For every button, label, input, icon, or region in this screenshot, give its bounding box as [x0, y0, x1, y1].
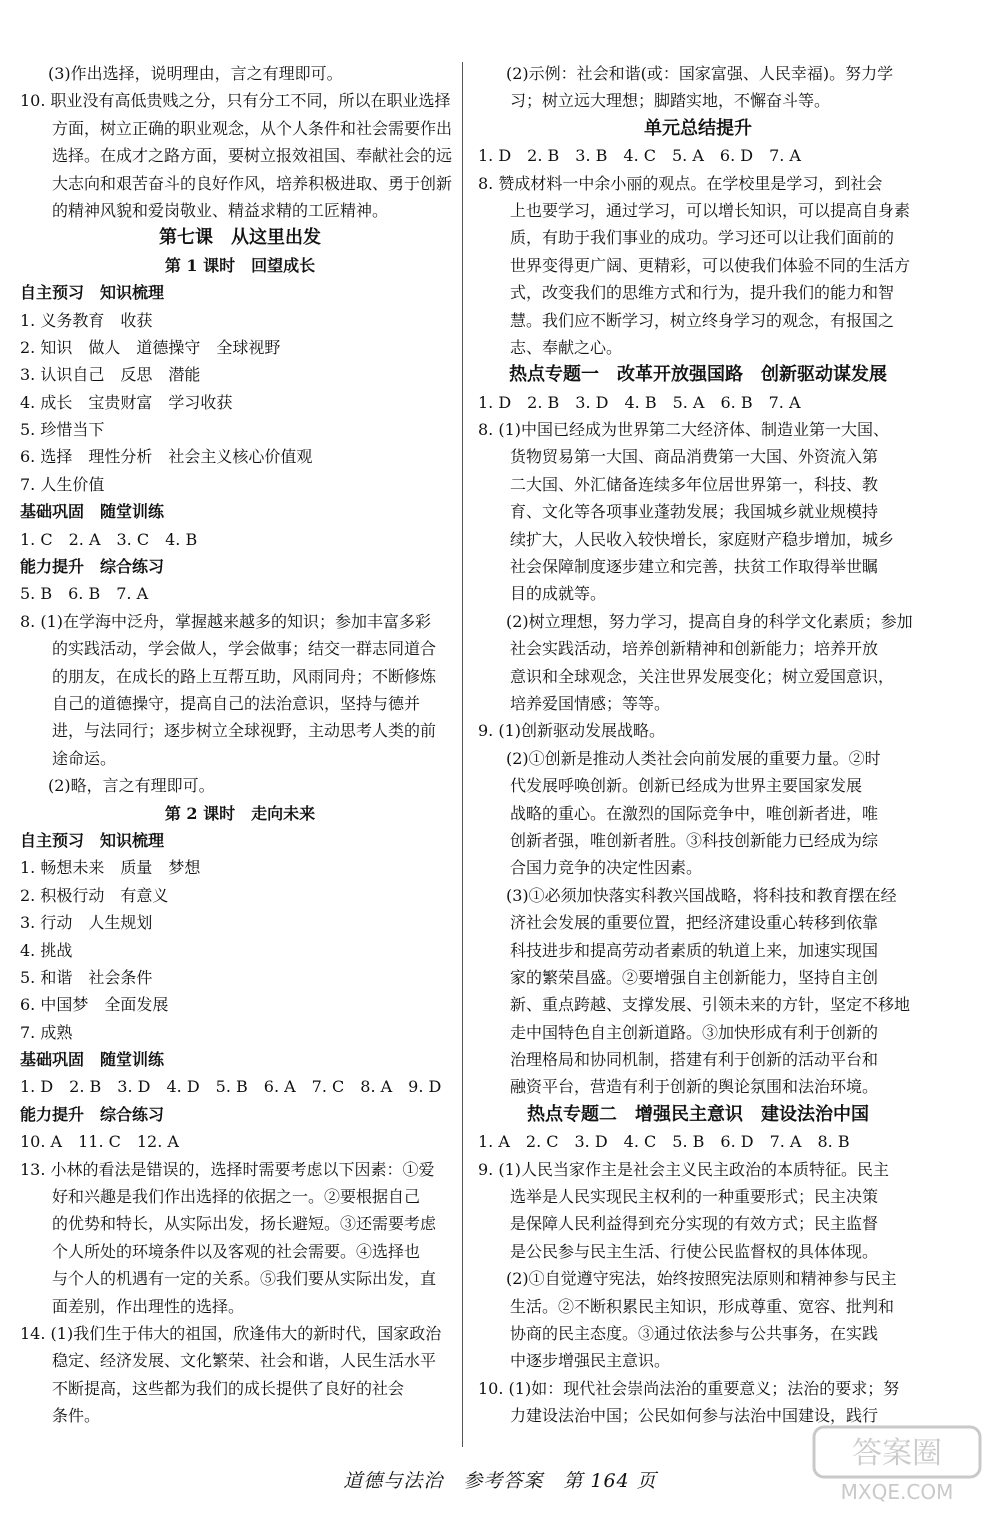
text-line: 1. 义务教育 收获: [20, 310, 153, 330]
text-line: 1. C 2. A 3. C 4. B: [20, 529, 198, 549]
text-line: 个人所处的环境条件以及客观的社会需要。④选择也: [52, 1241, 421, 1261]
text-line: 能力提升 综合练习: [20, 557, 165, 577]
text-line: 2. 积极行动 有意义: [20, 885, 169, 905]
text-line: 8. (1)在学海中泛舟，掌握越来越多的知识；参加丰富多彩: [20, 611, 432, 631]
text-line: 基础巩固 随堂训练: [20, 1050, 165, 1070]
text-line: 好和兴趣是我们作出选择的依据之一。②要根据自己: [52, 1187, 421, 1207]
text-line: 创新者强，唯创新者胜。③科技创新能力已经成为综: [510, 830, 879, 850]
text-line: 自主预习 知识梳理: [20, 283, 165, 303]
text-line: 上也要学习，通过学习，可以增长知识，可以提高自身素: [510, 200, 911, 220]
text-line: (2)树立理想，努力学习，提高自身的科学文化素质；参加: [506, 611, 913, 631]
text-line: 基础巩固 随堂训练: [20, 502, 165, 522]
text-line: 战略的重心。在激烈的国际竞争中，唯创新者进，唯: [510, 803, 879, 823]
text-line: 5. 和谐 社会条件: [20, 967, 153, 987]
text-line: 8. (1)中国已经成为世界第二大经济体、制造业第一大国、: [478, 420, 890, 440]
left-column: [20, 60, 460, 1430]
text-line: 10. (1)如：现代社会崇尚法治的重要意义；法治的要求；努: [478, 1378, 900, 1398]
text-line: 稳定、经济发展、文化繁荣、社会和谐，人民生活水平: [52, 1351, 437, 1371]
text-line: 10. 职业没有高低贵贱之分，只有分工不同，所以在职业选择: [20, 91, 451, 111]
text-line: 二大国、外汇储备连续多年位居世界第一，科技、教: [510, 474, 879, 494]
text-line: 3. 行动 人生规划: [20, 913, 153, 933]
text-line: 选举是人民实现民主权利的一种重要形式；民主决策: [510, 1187, 879, 1207]
text-line: 科技进步和提高劳动者素质的轨道上来，加速实现国: [510, 940, 879, 960]
text-line: 济社会发展的重要位置，把经济建设重心转移到依靠: [510, 913, 879, 933]
text-line: 方面，树立正确的职业观念，从个人条件和社会需要作出: [52, 118, 453, 138]
text-line: 志、奉献之心。: [510, 337, 623, 357]
text-line: 热点专题一 改革开放强国路 创新驱动谋发展: [509, 364, 887, 386]
svg-text:MXQE.COM: MXQE.COM: [840, 1480, 954, 1504]
text-line: 选择。在成才之路方面，要树立报效祖国、奉献社会的远: [52, 146, 453, 166]
text-line: (2)示例：社会和谐(或：国家富强、人民幸福)。努力学: [506, 64, 894, 83]
text-line: 式，改变我们的思维方式和行为，提升我们的能力和智: [510, 283, 895, 303]
text-line: 9. (1)创新驱动发展战略。: [478, 721, 666, 741]
watermark-logo: [812, 1425, 982, 1505]
text-line: (2)略，言之有理即可。: [48, 776, 215, 796]
text-line: 走中国特色自主创新道路。③加快形成有利于创新的: [510, 1022, 879, 1042]
text-line: 目的成就等。: [510, 584, 607, 604]
text-line: (3)作出选择，说明理由，言之有理即可。: [48, 64, 343, 83]
page-footer: 道德与法治 参考答案 第 164 页: [343, 1470, 657, 1492]
text-line: 育、文化等各项事业蓬勃发展；我国城乡就业规模持: [510, 502, 879, 522]
text-line: 13. 小林的看法是错误的，选择时需要考虑以下因素：①爱: [20, 1159, 435, 1179]
text-line: 4. 挑战: [20, 940, 73, 960]
text-line: 2. 知识 做人 道德操守 全球视野: [20, 337, 281, 357]
svg-text:答案圈: 答案圈: [852, 1436, 942, 1471]
text-line: (3)①必须加快落实科教兴国战略，将科技和教育摆在经: [506, 885, 897, 905]
text-line: 大志向和艰苦奋斗的良好作风，培养积极进取、勇于创新: [52, 173, 453, 193]
text-line: 意识和全球观念，关注世界发展变化；树立爱国意识，: [510, 666, 895, 686]
text-line: 合国力竞争的决定性因素。: [510, 858, 703, 878]
text-line: 力建设法治中国；公民如何参与法治中国建设，践行: [510, 1406, 879, 1426]
right-column: [478, 60, 918, 1430]
text-line: 融资平台，营造有利于创新的舆论氛围和法治环境。: [510, 1077, 879, 1097]
text-line: 自己的道德操守，提高自己的法治意识，坚持与德并: [52, 693, 421, 713]
text-line: 14. (1)我们生于伟大的祖国，欣逢伟大的新时代，国家政治: [20, 1323, 442, 1343]
text-line: 货物贸易第一大国、商品消费第一大国、外资流入第: [510, 447, 879, 467]
text-line: 代发展呼唤创新。创新已经成为世界主要国家发展: [510, 776, 863, 796]
text-line: 社会实践活动，培养创新精神和创新能力；培养开放: [510, 639, 879, 659]
text-line: (2)①创新是推动人类社会向前发展的重要力量。②时: [506, 748, 881, 768]
text-line: 第 2 课时 走向未来: [164, 803, 316, 823]
text-line: 1. 畅想未来 质量 梦想: [20, 858, 201, 878]
text-line: 的实践活动，学会做人，学会做事；结交一群志同道合: [52, 639, 437, 659]
text-line: 与个人的机遇有一定的关系。⑤我们要从实际出发，直: [52, 1269, 437, 1289]
text-line: 家的繁荣昌盛。②要增强自主创新能力，坚持自主创: [510, 967, 879, 987]
text-line: 途命运。: [52, 748, 117, 768]
text-line: 1. D 2. B 3. D 4. D 5. B 6. A 7. C 8. A 9. D: [20, 1077, 442, 1097]
text-line: 是保障人民利益得到充分实现的有效方式；民主监督: [510, 1214, 879, 1234]
text-line: 中逐步增强民主意识。: [510, 1351, 671, 1371]
text-line: 世界变得更广阔、更精彩，可以使我们体验不同的生活方: [510, 255, 911, 275]
column-divider: [462, 62, 463, 1447]
text-line: 是公民参与民主生活、行使公民监督权的具体体现。: [510, 1241, 879, 1261]
text-line: 8. 赞成材料一中余小丽的观点。在学校里是学习，到社会: [478, 173, 883, 193]
text-line: 6. 选择 理性分析 社会主义核心价值观: [20, 447, 313, 467]
text-line: 的精神风貌和爱岗敬业、精益求精的工匠精神。: [52, 200, 389, 220]
text-line: (2)①自觉遵守宪法，始终按照宪法原则和精神参与民主: [506, 1269, 897, 1289]
text-line: 7. 成熟: [20, 1022, 73, 1042]
text-line: 习；树立远大理想；脚踏实地，不懈奋斗等。: [510, 91, 831, 111]
text-line: 的优势和特长，从实际出发，扬长避短。③还需要考虑: [52, 1214, 437, 1234]
text-line: 自主预习 知识梳理: [20, 830, 165, 850]
text-line: 第七课 从这里出发: [159, 227, 321, 249]
text-line: 协商的民主态度。③通过依法参与公共事务，在实践: [510, 1323, 879, 1343]
text-line: 1. D 2. B 3. B 4. C 5. A 6. D 7. A: [478, 146, 801, 166]
text-line: 培养爱国情感；等等。: [510, 693, 671, 713]
text-line: 6. 中国梦 全面发展: [20, 995, 169, 1015]
text-line: 1. D 2. B 3. D 4. B 5. A 6. B 7. A: [478, 392, 801, 412]
text-line: 7. 人生价值: [20, 474, 105, 494]
text-line: 4. 成长 宝贵财富 学习收获: [20, 392, 233, 412]
text-line: 1. A 2. C 3. D 4. C 5. B 6. D 7. A 8. B: [478, 1132, 850, 1152]
text-line: 能力提升 综合练习: [20, 1104, 165, 1124]
text-line: 社会保障制度逐步建立和完善，扶贫工作取得举世瞩: [510, 557, 879, 577]
text-line: 质，有助于我们事业的成功。学习还可以让我们面前的: [510, 228, 895, 248]
text-line: 5. 珍惜当下: [20, 420, 105, 440]
text-line: 新、重点跨越、支撑发展、引领未来的方针，坚定不移地: [510, 995, 911, 1015]
text-line: 续扩大，人民收入较快增长，家庭财产稳步增加，城乡: [510, 529, 895, 549]
text-line: 热点专题二 增强民主意识 建设法治中国: [527, 1103, 869, 1125]
text-line: 生活。②不断积累民主知识，形成尊重、宽容、批判和: [510, 1296, 895, 1316]
text-line: 第 1 课时 回望成长: [164, 255, 316, 275]
text-line: 进，与法同行；逐步树立全球视野，主动思考人类的前: [52, 721, 437, 741]
text-line: 治理格局和协同机制，搭建有利于创新的活动平台和: [510, 1050, 879, 1070]
text-line: 面差别，作出理性的选择。: [52, 1296, 245, 1316]
text-line: 9. (1)人民当家作主是社会主义民主政治的本质特征。民主: [478, 1159, 890, 1179]
text-line: 条件。: [52, 1406, 101, 1426]
text-line: 3. 认识自己 反思 潜能: [20, 365, 201, 385]
text-line: 10. A 11. C 12. A: [20, 1132, 179, 1152]
text-line: 单元总结提升: [644, 117, 752, 139]
text-line: 不断提高，这些都为我们的成长提供了良好的社会: [52, 1378, 405, 1398]
text-line: 的朋友，在成长的路上互帮互助，风雨同舟；不断修炼: [52, 666, 437, 686]
text-line: 5. B 6. B 7. A: [20, 584, 149, 604]
text-line: 慧。我们应不断学习，树立终身学习的观念，有报国之: [510, 310, 895, 330]
